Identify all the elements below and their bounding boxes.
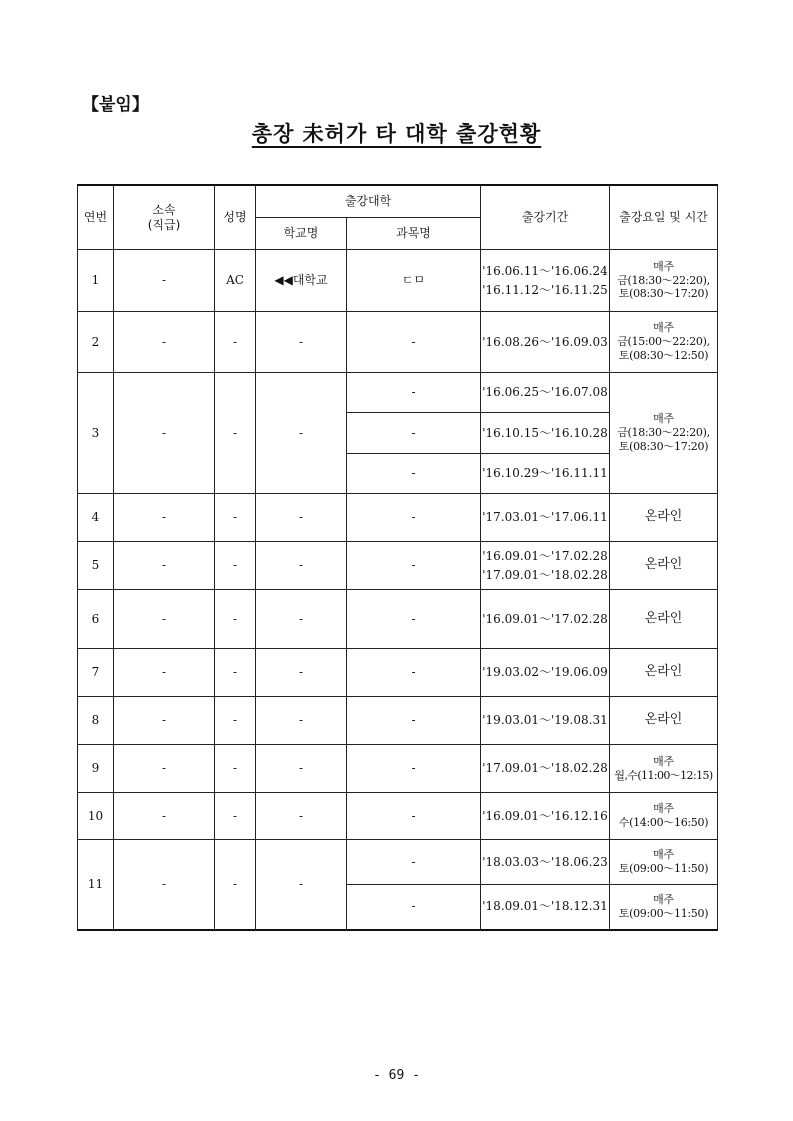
- page-title: 총장 未허가 타 대학 출강현황: [251, 122, 542, 146]
- cell-affiliation: -: [114, 250, 215, 312]
- table-row: [78, 373, 718, 413]
- cell-school: -: [256, 793, 347, 840]
- cell-affiliation: -: [114, 745, 215, 793]
- cell-schedule: 온라인: [610, 542, 718, 590]
- cell-schedule: 온라인: [610, 697, 718, 745]
- lecture-table: [77, 184, 718, 931]
- table-row: [78, 840, 718, 885]
- cell-schedule: 매주 월,수(11:00～12:15): [610, 745, 718, 793]
- table-row: [78, 590, 718, 649]
- cell-subject: -: [347, 494, 481, 542]
- cell-name: -: [215, 373, 256, 494]
- cell-school: -: [256, 840, 347, 930]
- cell-affiliation: -: [114, 590, 215, 649]
- cell-name: -: [215, 745, 256, 793]
- header-name: 성명: [215, 185, 256, 250]
- header-affiliation: 소속 (직급): [114, 185, 215, 250]
- cell-period: '18.09.01～'18.12.31: [481, 885, 610, 930]
- cell-name: AC: [215, 250, 256, 312]
- cell-subject: -: [347, 373, 481, 413]
- cell-subject: -: [347, 697, 481, 745]
- cell-no: 10: [78, 793, 114, 840]
- cell-subject: -: [347, 885, 481, 930]
- header-lecture-univ: 출강대학: [256, 185, 481, 218]
- cell-school: -: [256, 745, 347, 793]
- cell-school: -: [256, 542, 347, 590]
- cell-no: 7: [78, 649, 114, 697]
- cell-affiliation: -: [114, 840, 215, 930]
- cell-subject: -: [347, 542, 481, 590]
- cell-period: '17.03.01～'17.06.11: [481, 494, 610, 542]
- cell-no: 2: [78, 312, 114, 373]
- cell-period: '17.09.01～'18.02.28: [481, 745, 610, 793]
- cell-subject: ㄷㅁ: [347, 250, 481, 312]
- cell-subject: -: [347, 793, 481, 840]
- cell-no: 6: [78, 590, 114, 649]
- cell-schedule: 매주 금(15:00～22:20), 토(08:30～12:50): [610, 312, 718, 373]
- cell-schedule: 매주 금(18:30～22:20), 토(08:30～17:20): [610, 250, 718, 312]
- cell-no: 3: [78, 373, 114, 494]
- cell-schedule: 온라인: [610, 590, 718, 649]
- table-row: [78, 494, 718, 542]
- cell-affiliation: -: [114, 697, 215, 745]
- cell-period: '19.03.02～'19.06.09: [481, 649, 610, 697]
- cell-affiliation: -: [114, 542, 215, 590]
- attachment-tag: 【붙임】: [82, 95, 149, 115]
- cell-subject: -: [347, 454, 481, 494]
- table-row: [78, 745, 718, 793]
- cell-school: -: [256, 373, 347, 494]
- cell-period: '16.10.15～'16.10.28: [481, 413, 610, 454]
- cell-schedule: 온라인: [610, 649, 718, 697]
- cell-schedule: 매주 토(09:00～11:50): [610, 885, 718, 930]
- cell-period: '16.09.01～'17.02.28 '17.09.01～'18.02.28: [481, 542, 610, 590]
- cell-period: '18.03.03～'18.06.23: [481, 840, 610, 885]
- table-row: [78, 793, 718, 840]
- cell-no: 11: [78, 840, 114, 930]
- cell-no: 1: [78, 250, 114, 312]
- cell-period: '16.09.01～'16.12.16: [481, 793, 610, 840]
- table-row: [78, 250, 718, 312]
- cell-name: -: [215, 649, 256, 697]
- cell-school: -: [256, 590, 347, 649]
- cell-name: -: [215, 590, 256, 649]
- cell-period: '16.06.11～'16.06.24 '16.11.12～'16.11.25: [481, 250, 610, 312]
- cell-name: -: [215, 494, 256, 542]
- cell-name: -: [215, 697, 256, 745]
- cell-schedule: 매주 수(14:00～16:50): [610, 793, 718, 840]
- cell-period: '19.03.01～'19.08.31: [481, 697, 610, 745]
- cell-subject: -: [347, 312, 481, 373]
- header-schedule: 출강요일 및 시간: [610, 185, 718, 250]
- cell-affiliation: -: [114, 373, 215, 494]
- page-number: - 69 -: [373, 1068, 420, 1083]
- table-row: [78, 697, 718, 745]
- cell-name: -: [215, 542, 256, 590]
- cell-period: '16.08.26～'16.09.03: [481, 312, 610, 373]
- cell-no: 9: [78, 745, 114, 793]
- cell-schedule: 매주 금(18:30～22:20), 토(08:30～17:20): [610, 373, 718, 494]
- cell-subject: -: [347, 840, 481, 885]
- table-row: [78, 312, 718, 373]
- cell-subject: -: [347, 590, 481, 649]
- cell-subject: -: [347, 413, 481, 454]
- cell-affiliation: -: [114, 494, 215, 542]
- cell-period: '16.06.25～'16.07.08: [481, 373, 610, 413]
- cell-affiliation: -: [114, 312, 215, 373]
- cell-no: 5: [78, 542, 114, 590]
- cell-name: -: [215, 840, 256, 930]
- header-subject-name: 과목명: [347, 218, 481, 250]
- header-period: 출강기간: [481, 185, 610, 250]
- cell-school: -: [256, 649, 347, 697]
- cell-no: 4: [78, 494, 114, 542]
- cell-name: -: [215, 312, 256, 373]
- cell-affiliation: -: [114, 649, 215, 697]
- cell-period: '16.10.29～'16.11.11: [481, 454, 610, 494]
- header-school-name: 학교명: [256, 218, 347, 250]
- table-row: [78, 649, 718, 697]
- cell-no: 8: [78, 697, 114, 745]
- cell-affiliation: -: [114, 793, 215, 840]
- cell-school: ◀◀대학교: [256, 250, 347, 312]
- cell-school: -: [256, 697, 347, 745]
- cell-school: -: [256, 494, 347, 542]
- table-row: [78, 542, 718, 590]
- cell-schedule: 매주 토(09:00～11:50): [610, 840, 718, 885]
- cell-school: -: [256, 312, 347, 373]
- cell-period: '16.09.01～'17.02.28: [481, 590, 610, 649]
- cell-name: -: [215, 793, 256, 840]
- header-no: 연번: [78, 185, 114, 250]
- cell-schedule: 온라인: [610, 494, 718, 542]
- cell-subject: -: [347, 649, 481, 697]
- cell-subject: -: [347, 745, 481, 793]
